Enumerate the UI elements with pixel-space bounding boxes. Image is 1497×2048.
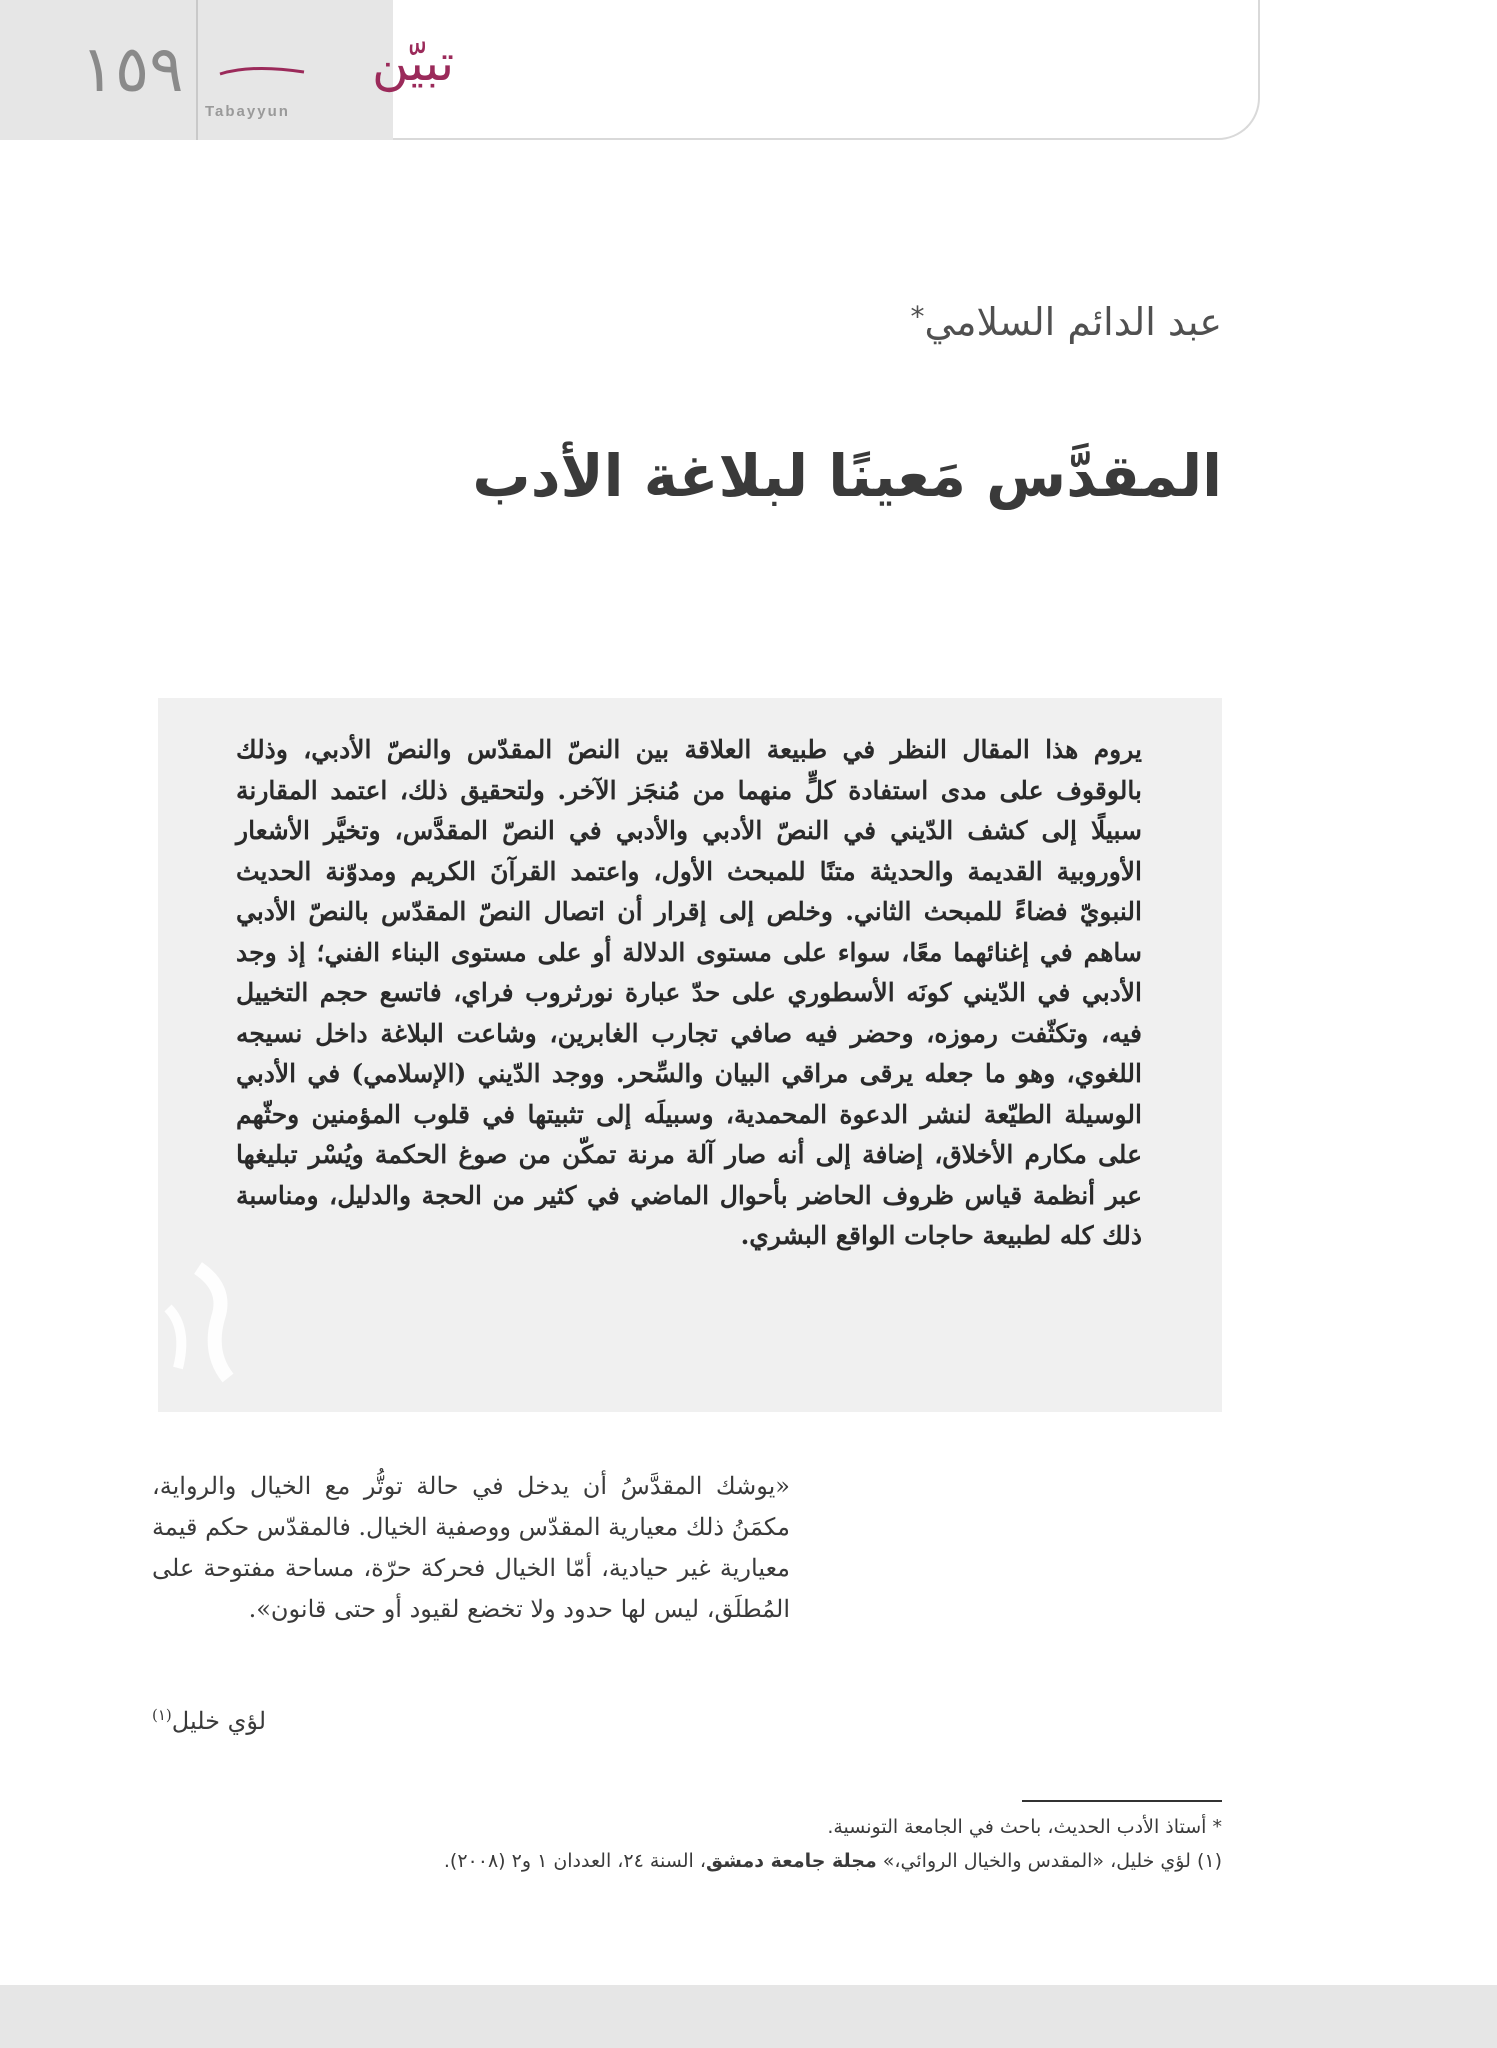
- header-divider: [196, 0, 198, 140]
- quote-author-ref: (١): [152, 1706, 172, 1724]
- logo-latin-text: Tabayyun: [205, 103, 290, 120]
- article-author: [522, 300, 1222, 344]
- tabayyun-logo: [212, 28, 455, 98]
- header-tab: [0, 0, 455, 140]
- footnote-2-suffix: ، السنة ٢٤، العددان ١ و٢ (٢٠٠٨).: [443, 1850, 706, 1872]
- epigraph-author: [152, 1706, 452, 1735]
- page-number: ١٥٩: [80, 33, 184, 107]
- footnote-2-journal: مجلة جامعة دمشق: [705, 1850, 877, 1872]
- footnote-separator: [1022, 1800, 1222, 1802]
- footnote-2-prefix: (١) لؤي خليل، «المقدس والخيال الروائي،»: [876, 1850, 1222, 1872]
- watermark-logo: [158, 1258, 233, 1388]
- article-title: المقدَّس مَعينًا لبلاغة الأدب: [472, 442, 1222, 510]
- page-footer-band: [0, 1985, 1497, 2048]
- footnotes: [222, 1810, 1222, 1878]
- quote-author-name: لؤي خليل: [171, 1707, 267, 1735]
- epigraph-quote: «يوشك المقدَّسُ أن يدخل في حالة توتُّر مع الخيال والرواية، مكمَنُ ذلك معيارية المقدّس ووصفية الخيال. فالمقدّس حكم قيمة معيارية غير حيادية، أمّا الخيال فحركة حرّة، مساحة مفتوحة على المُطلَق، ليس لها حدود ولا تخضع لقيود أو حتى قانون».: [152, 1472, 790, 1623]
- footnote-2: [222, 1844, 1222, 1878]
- footnote-1: * أستاذ الأدب الحديث، باحث في الجامعة التونسية.: [827, 1816, 1222, 1838]
- author-name: عبد الدائم السلامي: [924, 300, 1222, 344]
- abstract-box: [158, 698, 1222, 1412]
- author-marker: *: [910, 300, 925, 333]
- abstract-text: يروم هذا المقال النظر في طبيعة العلاقة بين النصّ المقدّس والنصّ الأدبي، وذلك بالوقوف على مدى استفادة كلٍّ منهما من مُنجَز الآخر. ولتحقيق ذلك، اعتمد المقارنة سبيلًا إلى كشف الدّيني في النصّ الأدبي والأدبي في النصّ المقدَّس، وتخيَّر الأشعار الأوروبية القديمة والحديثة متنًا للمبحث الأول، واعتمد القرآنَ الكريم ومدوّنة الحديث النبويّ فضاءً للمبحث الثاني. وخلص إلى إقرار أن اتصال النصّ المقدّس بالنصّ الأدبي ساهم في إغنائهما معًا، سواء على مستوى الدلالة أو على مستوى البناء الفني؛ إذ وجد الأدبي في الدّيني كونَه الأسطوري على حدّ عبارة نورثروب فراي، فاتسع حجم التخييل فيه، وتكثّفت رموزه، وحضر فيه صافي تجارب الغابرين، وشاعت البلاغة داخل نسيجه اللغوي، وهو ما جعله يرقى مراقي البيان والسِّحر. ووجد الدّيني (الإسلامي) في الأدبي الوسيلة الطيّعة لنشر الدعوة المحمدية، وسبيلَه إلى تثبيتها في قلوب المؤمنين وحثّهم على مكارم الأخلاق، إضافة إلى أنه صار آلة مرنة تمكّن من صوغ الحكمة ويُسْر تبليغها عبر أنظمة قياس ظروف الحاضر بأحوال الماضي في كثير من الحجة والدليل، ومناسبة ذلك كله لطبيعة حاجات الواقع البشري.: [236, 735, 1142, 1250]
- logo-arabic-text: تبيّن: [372, 34, 455, 92]
